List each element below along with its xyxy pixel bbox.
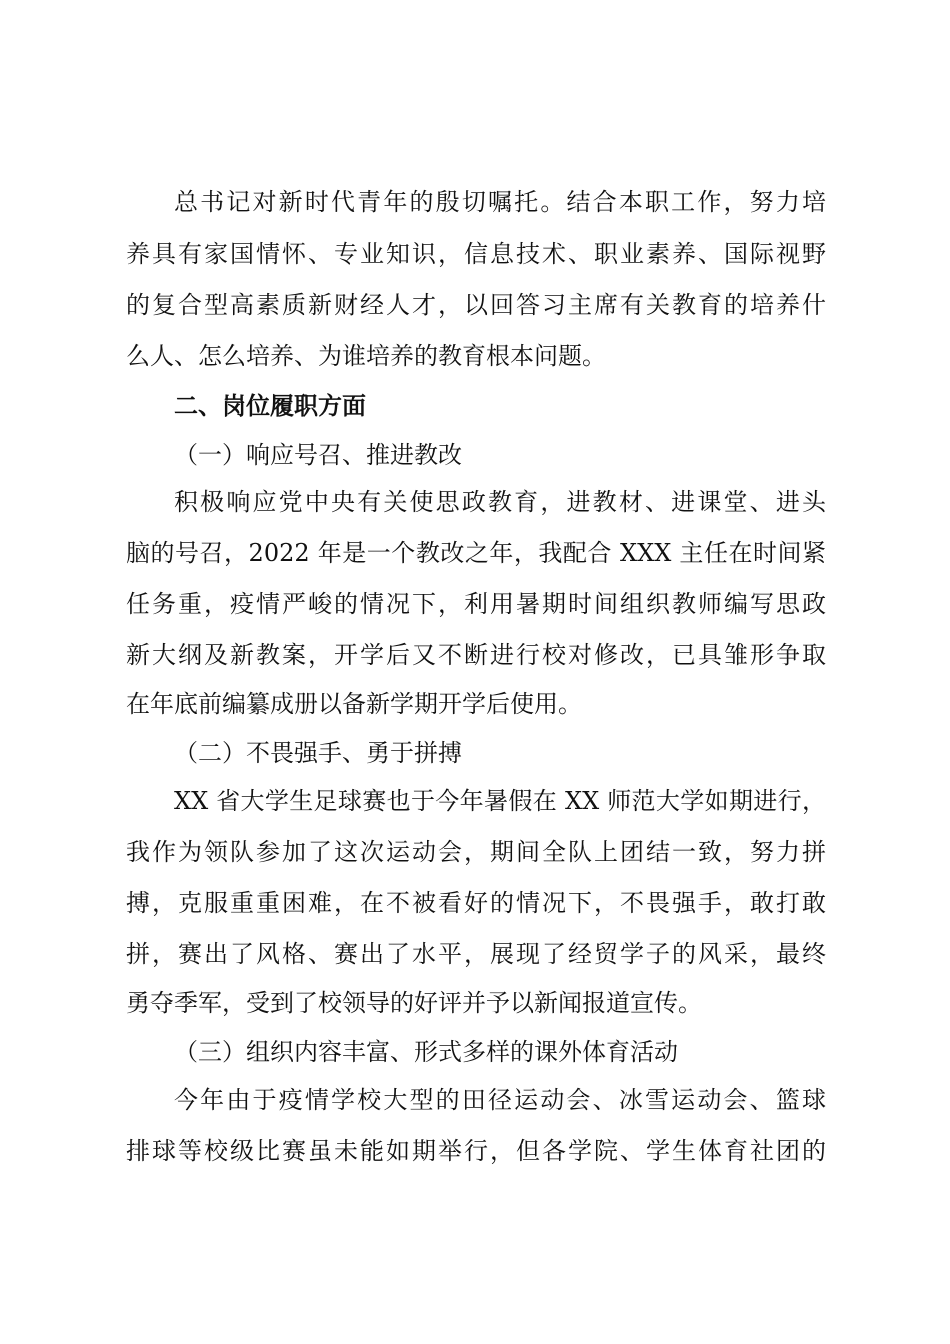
paragraph-line: 养具有家国情怀、专业知识，信息技术、职业素养、国际视野 <box>126 240 826 268</box>
paragraph-line: 搏，克服重重困难，在不被看好的情况下，不畏强手，敢打敢 <box>126 889 826 917</box>
paragraph-line: 新大纲及新教案，开学后又不断进行校对修改，已具雏形争取 <box>126 641 826 669</box>
paragraph-line: 在年底前编纂成册以备新学期开学后使用。 <box>126 690 582 718</box>
paragraph-line: 勇夺季军，受到了校领导的好评并予以新闻报道宣传。 <box>126 989 702 1017</box>
paragraph-line: 排球等校级比赛虽未能如期举行，但各学院、学生体育社团的 <box>126 1137 826 1165</box>
paragraph-line: 今年由于疫情学校大型的田径运动会、冰雪运动会、篮球 <box>174 1086 826 1114</box>
paragraph-line: 的复合型高素质新财经人才，以回答习主席有关教育的培养什 <box>126 291 826 319</box>
subsection-heading: （三）组织内容丰富、形式多样的课外体育活动 <box>174 1038 678 1066</box>
subsection-heading: （二）不畏强手、勇于拼搏 <box>174 739 462 767</box>
paragraph-line: 拼，赛出了风格、赛出了水平，展现了经贸学子的风采，最终 <box>126 940 826 968</box>
section-heading: 二、岗位履职方面 <box>174 392 366 420</box>
paragraph-line: 么人、怎么培养、为谁培养的教育根本问题。 <box>126 342 606 370</box>
paragraph-line: 我作为领队参加了这次运动会，期间全队上团结一致，努力拼 <box>126 838 826 866</box>
paragraph-line: 积极响应党中央有关使思政教育，进教材、进课堂、进头 <box>174 488 826 516</box>
paragraph-line: 总书记对新时代青年的殷切嘱托。结合本职工作，努力培 <box>174 188 826 216</box>
paragraph-line: XX 省大学生足球赛也于今年暑假在 XX 师范大学如期进行， <box>174 787 826 815</box>
paragraph-line: 脑的号召，2022 年是一个教改之年，我配合 XXX 主任在时间紧 <box>126 539 826 567</box>
paragraph-line: 任务重，疫情严峻的情况下，利用暑期时间组织教师编写思政 <box>126 590 826 618</box>
subsection-heading: （一）响应号召、推进教改 <box>174 441 462 469</box>
